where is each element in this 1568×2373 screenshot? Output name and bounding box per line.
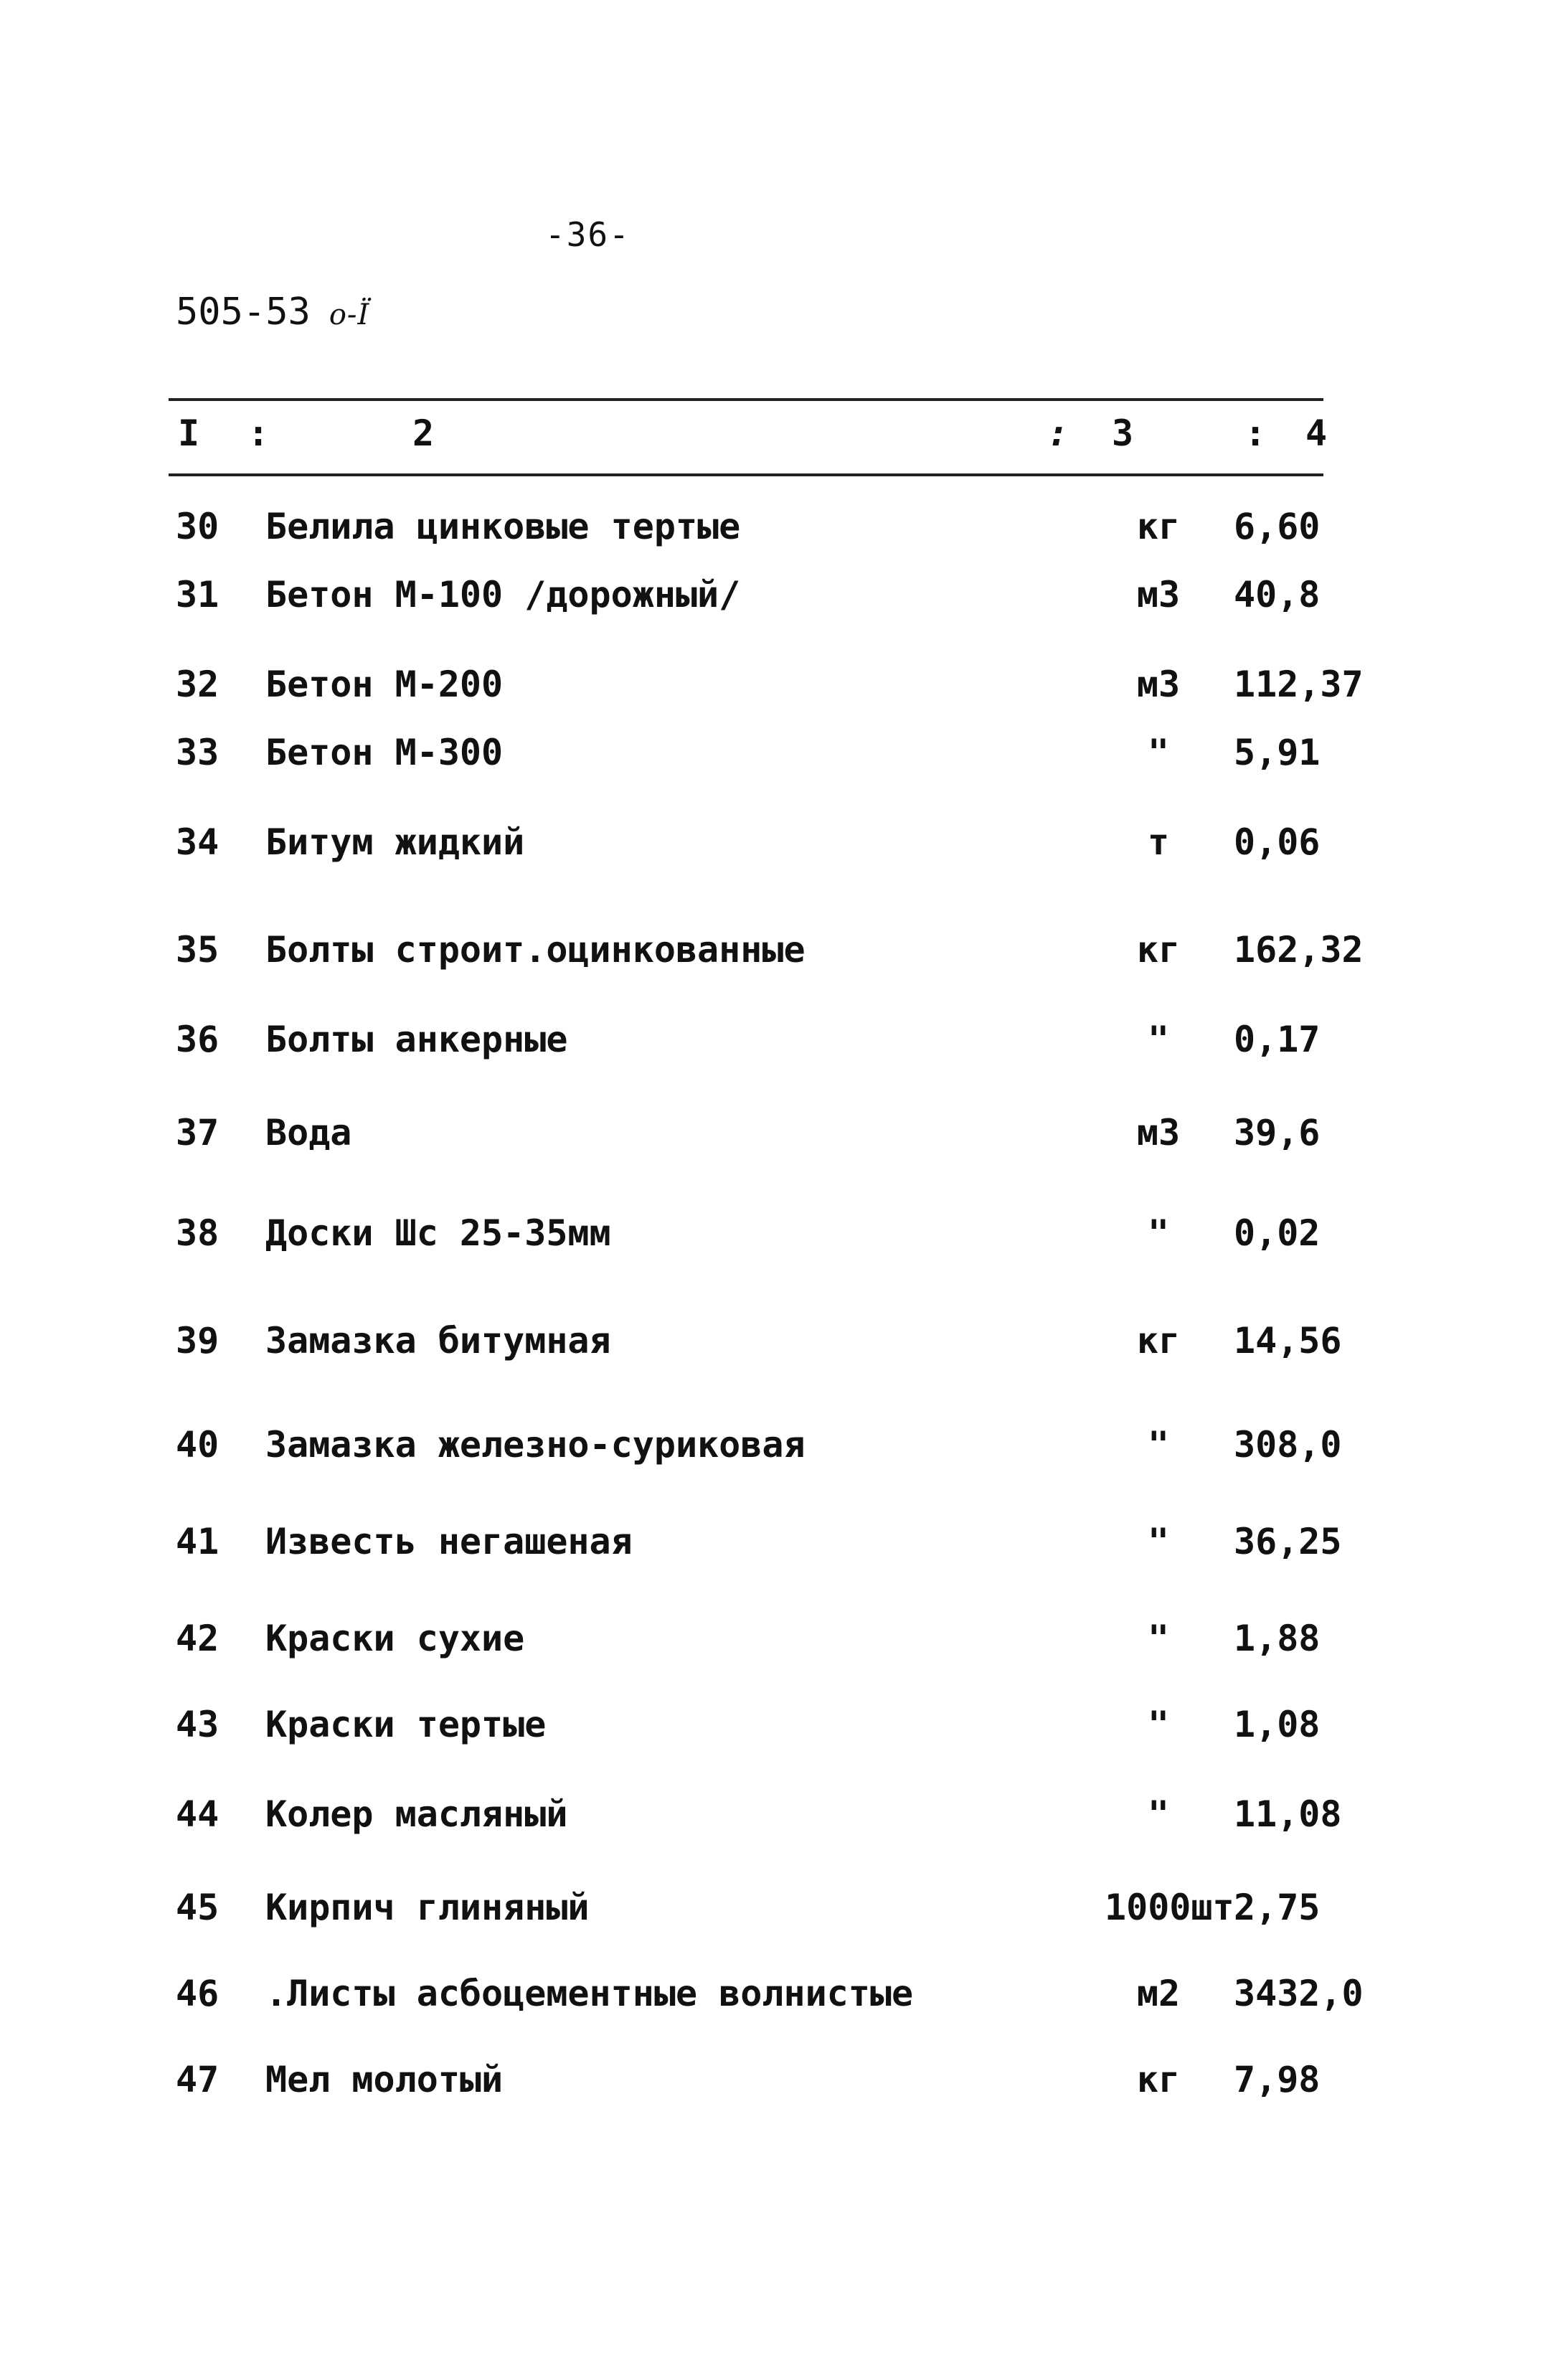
- material-name: Бетон М-200: [265, 664, 504, 705]
- document-code: [176, 291, 369, 334]
- row-number: 30: [176, 506, 219, 547]
- quantity: 36,25: [1234, 1521, 1342, 1562]
- material-name: Болты анкерные: [265, 1019, 568, 1060]
- unit: м3: [1136, 664, 1181, 705]
- table-row: [0, 1618, 1568, 1675]
- row-number: 39: [176, 1320, 219, 1362]
- unit: ": [1147, 1618, 1170, 1659]
- quantity: 0,06: [1234, 821, 1321, 863]
- table-row: [0, 2059, 1568, 2116]
- row-number: 40: [176, 1424, 219, 1466]
- unit: кг: [1136, 2059, 1181, 2100]
- quantity: 3432,0: [1234, 1973, 1364, 2014]
- quantity: 0,02: [1234, 1212, 1321, 1254]
- material-name: Краски тертые: [265, 1704, 547, 1745]
- table-row: [0, 1112, 1568, 1169]
- row-number: 35: [176, 929, 219, 971]
- quantity: 40,8: [1234, 574, 1321, 615]
- material-name: Мел молотый: [265, 2059, 504, 2100]
- material-name: Бетон М-100 /дорожный/: [265, 574, 741, 615]
- material-name: Доски Шс 25-35мм: [265, 1212, 611, 1254]
- unit: ": [1147, 1704, 1170, 1745]
- material-name: Краски сухие: [265, 1618, 525, 1659]
- quantity: 2,75: [1234, 1887, 1321, 1928]
- unit: ": [1147, 732, 1170, 773]
- header-col-3: 3: [1112, 412, 1134, 454]
- material-name: Бетон М-300: [265, 732, 504, 773]
- unit: т: [1147, 821, 1170, 863]
- unit: м3: [1136, 1112, 1181, 1154]
- table-row: [0, 929, 1568, 986]
- header-separator: :: [1245, 412, 1267, 454]
- table-row: [0, 1212, 1568, 1270]
- row-number: 45: [176, 1887, 219, 1928]
- header-separator: :: [1047, 412, 1069, 454]
- row-number: 42: [176, 1618, 219, 1659]
- material-name: Битум жидкий: [265, 821, 525, 863]
- row-number: 32: [176, 664, 219, 705]
- table-row: [0, 506, 1568, 563]
- document-code-handwritten: о-Ї: [329, 298, 370, 331]
- quantity: 162,32: [1234, 929, 1364, 971]
- unit: м2: [1136, 1973, 1181, 2014]
- table-row: [0, 1019, 1568, 1076]
- material-name: Замазка битумная: [265, 1320, 611, 1362]
- table-row: [0, 1320, 1568, 1377]
- row-number: 31: [176, 574, 219, 615]
- unit: ": [1147, 1521, 1170, 1562]
- quantity: 112,37: [1234, 664, 1364, 705]
- table-row: [0, 1424, 1568, 1481]
- unit: ": [1147, 1424, 1170, 1466]
- row-number: 44: [176, 1793, 219, 1835]
- row-number: 37: [176, 1112, 219, 1154]
- table-header-row: [0, 412, 1568, 463]
- table-row: [0, 664, 1568, 721]
- material-name: Известь негашеная: [265, 1521, 633, 1562]
- row-number: 34: [176, 821, 219, 863]
- quantity: 39,6: [1234, 1112, 1321, 1154]
- material-name: Кирпич глиняный: [265, 1887, 590, 1928]
- header-separator: :: [247, 412, 270, 454]
- table-row: [0, 1887, 1568, 1944]
- material-name: Болты строит.оцинкованные: [265, 929, 806, 971]
- table-row: [0, 1973, 1568, 2030]
- row-number: 43: [176, 1704, 219, 1745]
- row-number: 46: [176, 1973, 219, 2014]
- table-top-rule: [169, 398, 1323, 401]
- row-number: 41: [176, 1521, 219, 1562]
- table-row: [0, 1704, 1568, 1761]
- quantity: 1,88: [1234, 1618, 1321, 1659]
- table-row: [0, 732, 1568, 789]
- material-name: Замазка железно-суриковая: [265, 1424, 806, 1466]
- table-row: [0, 1793, 1568, 1851]
- quantity: 14,56: [1234, 1320, 1342, 1362]
- quantity: 6,60: [1234, 506, 1321, 547]
- quantity: 308,0: [1234, 1424, 1342, 1466]
- document-code-text: 505-53: [176, 291, 311, 334]
- material-name: .Листы асбоцементные волнистые: [265, 1973, 914, 2014]
- table-row: [0, 1521, 1568, 1578]
- unit: кг: [1136, 506, 1181, 547]
- header-col-1: I: [178, 412, 200, 454]
- unit: ": [1147, 1019, 1170, 1060]
- row-number: 36: [176, 1019, 219, 1060]
- row-number: 33: [176, 732, 219, 773]
- unit: 1000шт: [1105, 1887, 1234, 1928]
- header-col-2: 2: [412, 412, 435, 454]
- unit: ": [1147, 1793, 1170, 1835]
- unit: кг: [1136, 929, 1181, 971]
- material-name: Белила цинковые тертые: [265, 506, 741, 547]
- quantity: 11,08: [1234, 1793, 1342, 1835]
- table-header-rule: [169, 473, 1323, 476]
- table-row: [0, 574, 1568, 631]
- unit: кг: [1136, 1320, 1181, 1362]
- row-number: 38: [176, 1212, 219, 1254]
- quantity: 1,08: [1234, 1704, 1321, 1745]
- material-name: Вода: [265, 1112, 352, 1154]
- quantity: 5,91: [1234, 732, 1321, 773]
- page-number: -36-: [545, 215, 630, 254]
- material-name: Колер масляный: [265, 1793, 568, 1835]
- unit: м3: [1136, 574, 1181, 615]
- table-row: [0, 821, 1568, 879]
- unit: ": [1147, 1212, 1170, 1254]
- quantity: 0,17: [1234, 1019, 1321, 1060]
- quantity: 7,98: [1234, 2059, 1321, 2100]
- row-number: 47: [176, 2059, 219, 2100]
- header-col-4: 4: [1305, 412, 1328, 454]
